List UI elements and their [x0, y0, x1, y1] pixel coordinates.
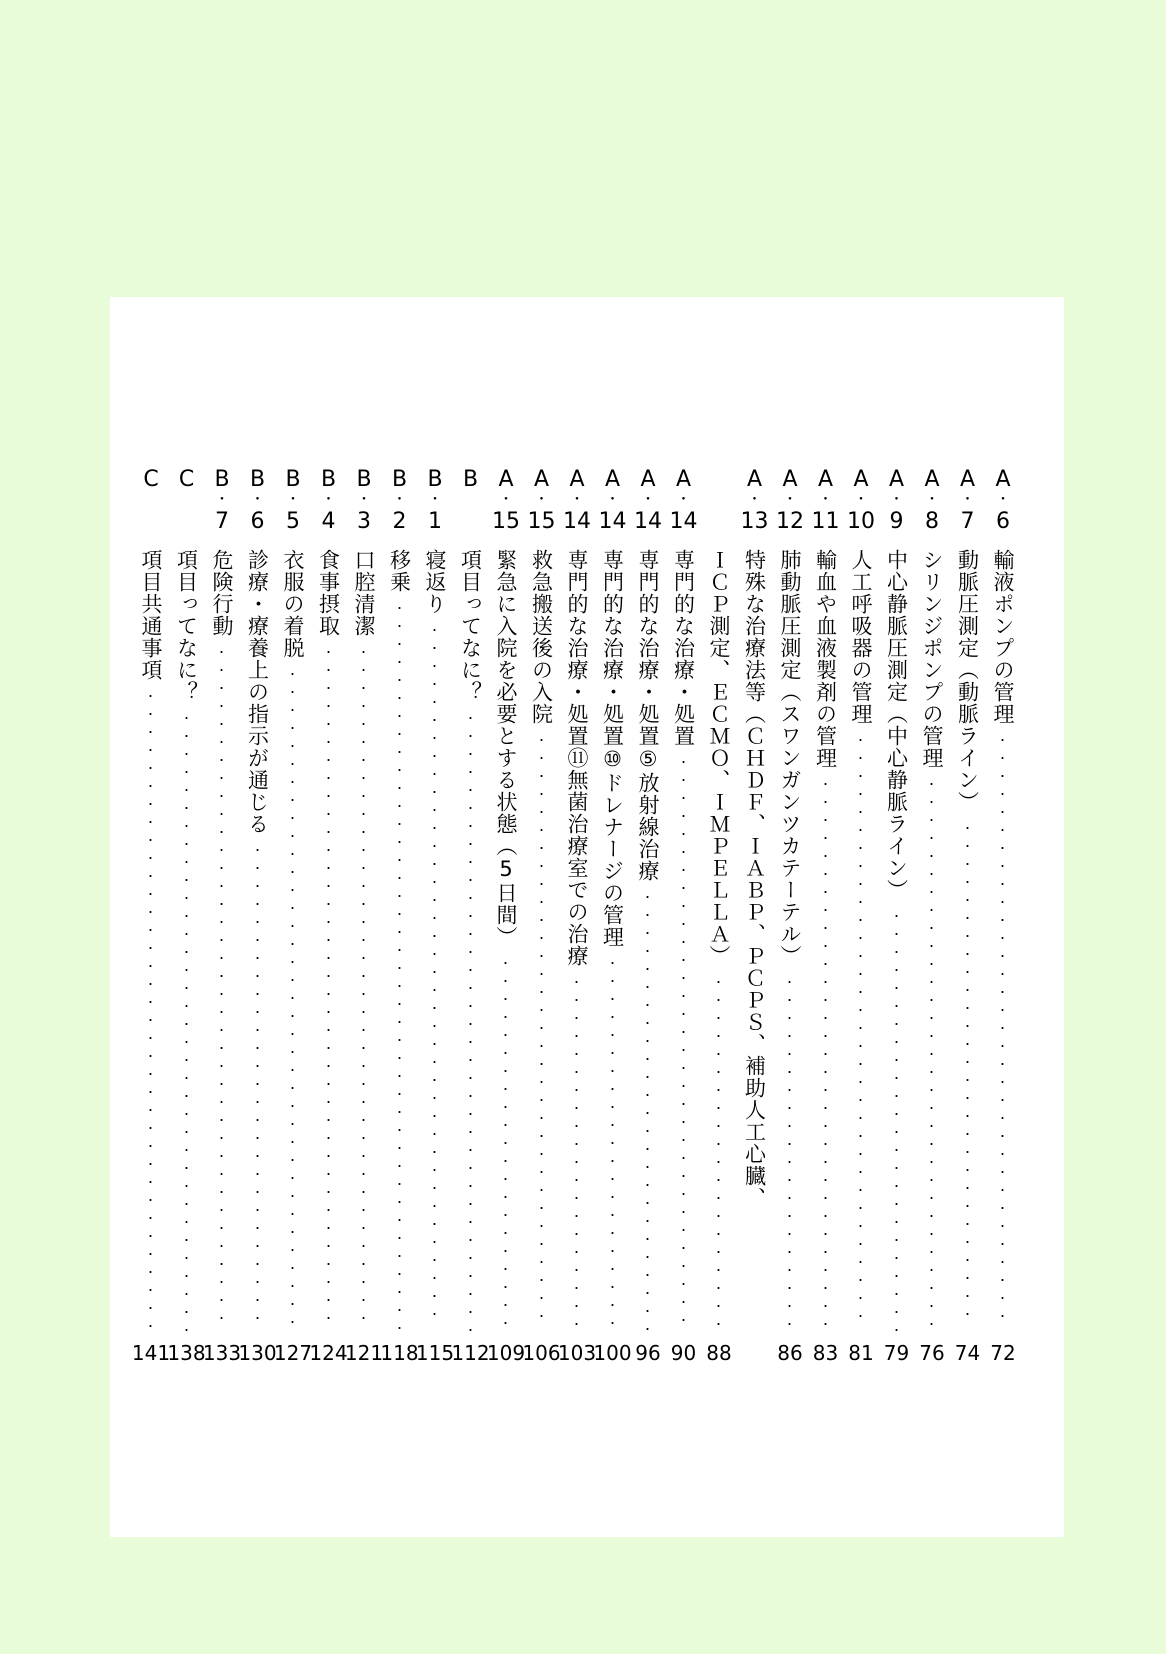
toc-entry-code [951, 469, 985, 532]
toc-code-glyph: 11 [811, 509, 840, 534]
toc-entry[interactable] [131, 467, 171, 1365]
toc-code-glyph: A [995, 467, 1011, 492]
toc-entry-page: 81 [848, 1341, 874, 1365]
toc-leader-dots [540, 731, 543, 1331]
toc-entry[interactable] [202, 467, 242, 1365]
toc-entry[interactable] [809, 467, 843, 1365]
toc-entry-page: 106 [522, 1341, 561, 1365]
toc-entry-code [383, 469, 417, 532]
toc-entry[interactable] [522, 467, 561, 1365]
toc-leader-dots [362, 643, 365, 1331]
toc-entry-code [738, 469, 772, 532]
toc-entry-page: 90 [670, 1341, 697, 1365]
toc-code-glyph: ・ [996, 492, 1010, 508]
toc-code-glyph: B [214, 467, 230, 492]
toc-entry[interactable] [631, 467, 665, 1365]
toc-code-glyph: ・ [925, 492, 939, 508]
toc-entry-code [276, 469, 310, 532]
toc-leader-dots [185, 709, 188, 1331]
toc-code-glyph: ・ [676, 492, 691, 508]
toc-entry-code [667, 469, 701, 532]
toc-entry-title: 専門的な治療・処置⑩ドレナージの管理 [600, 549, 625, 948]
toc-entry-code [809, 469, 843, 532]
toc-entry-page: 133 [202, 1341, 242, 1365]
toc-code-glyph: ・ [250, 492, 265, 508]
toc-entry-page: 100 [593, 1341, 632, 1365]
toc-code-glyph: B [285, 467, 301, 492]
toc-leader-dots [895, 907, 898, 1331]
toc-entry-title: 診療・療養上の指示が通じる [245, 549, 270, 835]
toc-code-glyph: 4 [321, 509, 336, 534]
toc-code-glyph: 3 [357, 509, 371, 534]
toc-code-glyph: B [462, 467, 479, 492]
toc-entry-title: 危険行動 [210, 549, 234, 637]
toc-entry-title: 衣服の着脱 [281, 549, 305, 659]
toc-code-glyph: 6 [250, 509, 265, 534]
toc-code-glyph: 13 [740, 509, 769, 534]
toc-entry-title: 動脈圧測定（動脈ライン） [955, 549, 980, 813]
toc-entry-title: 中心静脈圧測定（中心静脈ライン） [884, 549, 909, 901]
toc-entry-page: 86 [777, 1341, 803, 1365]
toc-code-glyph: ・ [783, 492, 797, 508]
toc-entry-page: 72 [990, 1341, 1016, 1365]
toc-code-glyph: A [640, 467, 656, 492]
toc-entry[interactable] [344, 467, 384, 1365]
toc-entry[interactable] [702, 469, 736, 1365]
toc-entry[interactable] [415, 467, 455, 1365]
toc-code-glyph: A [924, 467, 940, 492]
toc-code-glyph: A [782, 467, 798, 492]
toc-code-glyph: 9 [889, 509, 904, 534]
toc-entry[interactable] [593, 467, 632, 1365]
toc-entry[interactable] [844, 467, 878, 1365]
toc-leader-dots [824, 775, 827, 1331]
toc-entry-title: 項目ってなに？ [174, 549, 199, 703]
toc-code-glyph: 1 [428, 509, 442, 534]
toc-entry-title: 輸液ポンプの管理 [991, 549, 1015, 725]
toc-entry-title: 特殊な治療法等（ＣＨＤＦ、ＩＡＢＰ、ＰＣＰＳ、補助人工心臓、 [742, 549, 767, 1209]
toc-code-glyph: A [533, 467, 550, 492]
toc-entry-page: 76 [919, 1341, 945, 1365]
toc-entry-title: シリンジポンプの管理 [920, 549, 944, 769]
toc-entry[interactable] [486, 467, 526, 1365]
toc-entry-page: 127 [273, 1341, 313, 1365]
toc-code-glyph: 15 [492, 509, 520, 534]
toc-code-glyph: A [498, 467, 514, 492]
toc-code-glyph: A [959, 467, 976, 492]
toc-code-glyph: B [427, 467, 443, 492]
toc-code-glyph: A [569, 467, 585, 492]
toc-leader-dots [966, 819, 969, 1331]
toc-leader-dots [646, 888, 649, 1331]
toc-leader-dots [1001, 731, 1004, 1331]
toc-entry[interactable] [557, 467, 597, 1365]
toc-entry-code [986, 469, 1020, 532]
toc-code-glyph: ・ [392, 492, 407, 508]
toc-code-glyph: 10 [847, 509, 875, 534]
toc-leader-dots [859, 731, 862, 1331]
toc-leader-dots [433, 621, 436, 1331]
toc-entry-code [880, 469, 914, 532]
toc-leader-dots [291, 665, 294, 1331]
toc-code-glyph: ・ [499, 492, 513, 508]
toc-code-glyph: ・ [534, 492, 549, 508]
toc-entry-page: 96 [635, 1341, 661, 1365]
toc-code-glyph: 8 [925, 509, 939, 534]
toc-entry-page: 118 [380, 1341, 419, 1365]
toc-entry[interactable] [880, 467, 914, 1365]
toc-code-glyph: 7 [960, 509, 975, 534]
toc-entry-page: 79 [883, 1341, 910, 1365]
toc-code-glyph: ・ [605, 492, 620, 508]
toc-entry-title: 緊急に入院を必要とする状態（5日間） [494, 549, 518, 948]
toc-entry[interactable] [951, 467, 985, 1365]
toc-entry[interactable] [915, 467, 949, 1365]
toc-entry-page: 141 [131, 1341, 171, 1365]
toc-code-glyph: A [746, 467, 763, 492]
toc-entry-code [134, 469, 168, 490]
toc-code-glyph: B [249, 467, 266, 492]
toc-entry-code [596, 469, 630, 532]
toc-entry-page: 112 [451, 1341, 490, 1365]
toc-leader-dots [149, 687, 152, 1331]
toc-entry-page: 109 [486, 1341, 526, 1365]
toc-code-glyph: ・ [889, 492, 904, 508]
toc-code-glyph: 6 [996, 509, 1010, 534]
toc-code-glyph: ・ [321, 492, 336, 508]
toc-entry-code [560, 469, 594, 532]
toc-code-glyph: A [853, 467, 869, 492]
toc-leader-dots [611, 954, 614, 1331]
toc-entry-title: 輸血や血液製剤の管理 [813, 549, 838, 769]
toc-entry-title: 口腔清潔 [352, 549, 376, 637]
toc-entry-page: 130 [238, 1341, 277, 1365]
toc-code-glyph: 2 [392, 509, 407, 534]
toc-entry[interactable] [238, 467, 277, 1365]
toc-code-glyph: 7 [215, 509, 229, 534]
toc-entry[interactable] [380, 467, 419, 1365]
toc-entry-page: 88 [706, 1341, 732, 1365]
toc-entry-page: 74 [954, 1341, 981, 1365]
toc-entry-code [844, 469, 878, 532]
toc-leader-dots [682, 753, 685, 1331]
toc-entry[interactable] [738, 469, 772, 1353]
toc-entry[interactable] [986, 467, 1020, 1365]
toc-entry[interactable] [167, 467, 206, 1365]
toc-code-glyph: A [675, 467, 692, 492]
toc-code-glyph: ・ [215, 492, 229, 508]
toc-entry-title: 専門的な治療・処置⑪無菌治療室での治療 [565, 549, 589, 967]
toc-leader-dots [717, 973, 720, 1331]
toc-entry-code [205, 469, 239, 532]
toc-entry[interactable] [667, 467, 701, 1365]
toc-page [110, 297, 1064, 1537]
toc-code-glyph: A [604, 467, 621, 492]
toc-entry[interactable] [451, 467, 490, 1365]
toc-entry-code [418, 469, 452, 532]
toc-entry[interactable] [309, 467, 348, 1365]
toc-code-glyph: C [178, 467, 195, 492]
toc-entry-code [525, 469, 559, 532]
toc-leader-dots [469, 709, 472, 1331]
toc-code-glyph: ・ [854, 492, 868, 508]
toc-code-glyph: 14 [634, 509, 662, 534]
toc-leader-dots [256, 841, 259, 1331]
toc-entry-title: 専門的な治療・処置⑤放射線治療 [636, 549, 660, 882]
toc-entry-page: 138 [167, 1341, 206, 1365]
toc-entry[interactable] [273, 467, 313, 1365]
toc-entry-page: 103 [557, 1341, 597, 1365]
toc-entry-title: 食事摂取 [316, 549, 341, 637]
toc-entry-code [312, 469, 346, 532]
toc-entry-title: 人工呼吸器の管理 [849, 549, 873, 725]
toc-entry-title: 項目ってなに？ [458, 549, 483, 703]
toc-entry-title: 寝返り [423, 549, 447, 615]
toc-code-glyph: 5 [286, 509, 300, 534]
toc-code-glyph: 12 [776, 509, 804, 534]
toc-code-glyph: ・ [357, 492, 371, 508]
toc-entry-code [915, 469, 949, 532]
toc-entry-code [489, 469, 523, 532]
toc-entry-code [631, 469, 665, 532]
toc-entry-page: 121 [344, 1341, 384, 1365]
toc-code-glyph: B [356, 467, 372, 492]
toc-entry[interactable] [773, 467, 807, 1365]
toc-code-glyph: 15 [527, 509, 556, 534]
toc-code-glyph: B [391, 467, 408, 492]
toc-entry-title: 救急搬送後の入院 [529, 549, 554, 725]
toc-entry-title: 専門的な治療・処置 [671, 549, 696, 747]
toc-code-glyph: ・ [960, 492, 975, 508]
toc-entry-code [170, 469, 204, 490]
toc-leader-dots [930, 775, 933, 1331]
toc-entry-title: ＩＣＰ測定、ＥＣＭＯ、ＩＭＰＥＬＬＡ） [707, 549, 731, 967]
toc-code-glyph: ・ [747, 492, 762, 508]
toc-entry-page: 115 [415, 1341, 455, 1365]
toc-code-glyph: ・ [570, 492, 584, 508]
toc-code-glyph: ・ [286, 492, 300, 508]
toc-entry-title: 肺動脈圧測定（スワンガンツカテーテル） [778, 549, 802, 967]
toc-leader-dots [398, 599, 401, 1331]
toc-code-glyph: C [143, 467, 159, 492]
toc-entry-page: 124 [309, 1341, 348, 1365]
toc-leader-dots [327, 643, 330, 1331]
toc-entry-code [241, 469, 275, 532]
toc-entry-title: 項目共通事項 [139, 549, 163, 681]
toc-code-glyph: 14 [563, 509, 591, 534]
toc-leader-dots [575, 973, 578, 1331]
toc-entry-code [454, 469, 488, 490]
toc-code-glyph: B [320, 467, 337, 492]
toc-entry-code [347, 469, 381, 532]
toc-leader-dots [788, 973, 791, 1331]
toc-code-glyph: ・ [641, 492, 655, 508]
toc-code-glyph: 14 [669, 509, 698, 534]
toc-code-glyph: A [817, 467, 834, 492]
toc-leader-dots [220, 643, 223, 1331]
toc-code-glyph: ・ [818, 492, 833, 508]
toc-entry-page: 83 [812, 1341, 839, 1365]
toc-entry-title: 移乗 [387, 549, 412, 593]
toc-code-glyph: ・ [428, 492, 442, 508]
toc-code-glyph: 14 [598, 509, 627, 534]
toc-code-glyph: A [888, 467, 905, 492]
toc-leader-dots [504, 954, 507, 1331]
toc-entry-code [773, 469, 807, 532]
